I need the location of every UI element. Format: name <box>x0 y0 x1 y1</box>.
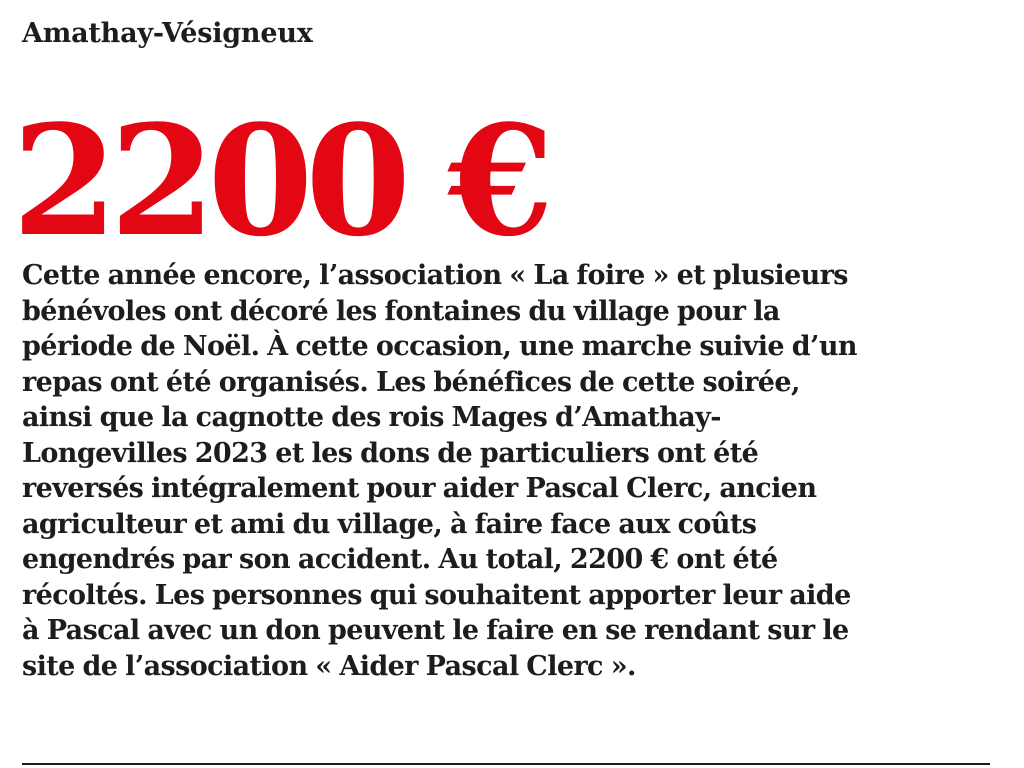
body-line: Longevilles 2023 et les dons de particuliers ont été <box>22 437 759 469</box>
body-line: agriculteur et ami du village, à faire face aux coûts <box>22 508 757 540</box>
body-line: site de l’association « Aider Pascal Clerc ». <box>22 650 636 682</box>
body-line: reversés intégralement pour aider Pascal Clerc, ancien <box>22 473 817 504</box>
body-line: ainsi que la cagnotte des rois Mages d’Amathay- <box>22 402 721 433</box>
body-line: engendrés par son accident. Au total, 2200 € ont été <box>22 544 778 575</box>
body-line: à Pascal avec un don peuvent le faire en se rendant sur le <box>22 615 849 646</box>
body-line: période de Noël. À cette occasion, une marche suivie d’un <box>22 331 857 362</box>
body-line: récoltés. Les personnes qui souhaitent apporter leur aide <box>22 579 851 611</box>
bottom-divider <box>22 763 990 765</box>
amount-headline: 2200 € <box>12 91 546 270</box>
body-line: Cette année encore, l’association « La foire » et plusieurs <box>22 260 848 291</box>
locality-heading: Amathay-Vésigneux <box>22 18 313 49</box>
body-line: repas ont été organisés. Les bénéfices de cette soirée, <box>22 366 800 398</box>
body-line: bénévoles ont décoré les fontaines du village pour la <box>22 295 780 327</box>
article-body <box>22 258 1006 684</box>
